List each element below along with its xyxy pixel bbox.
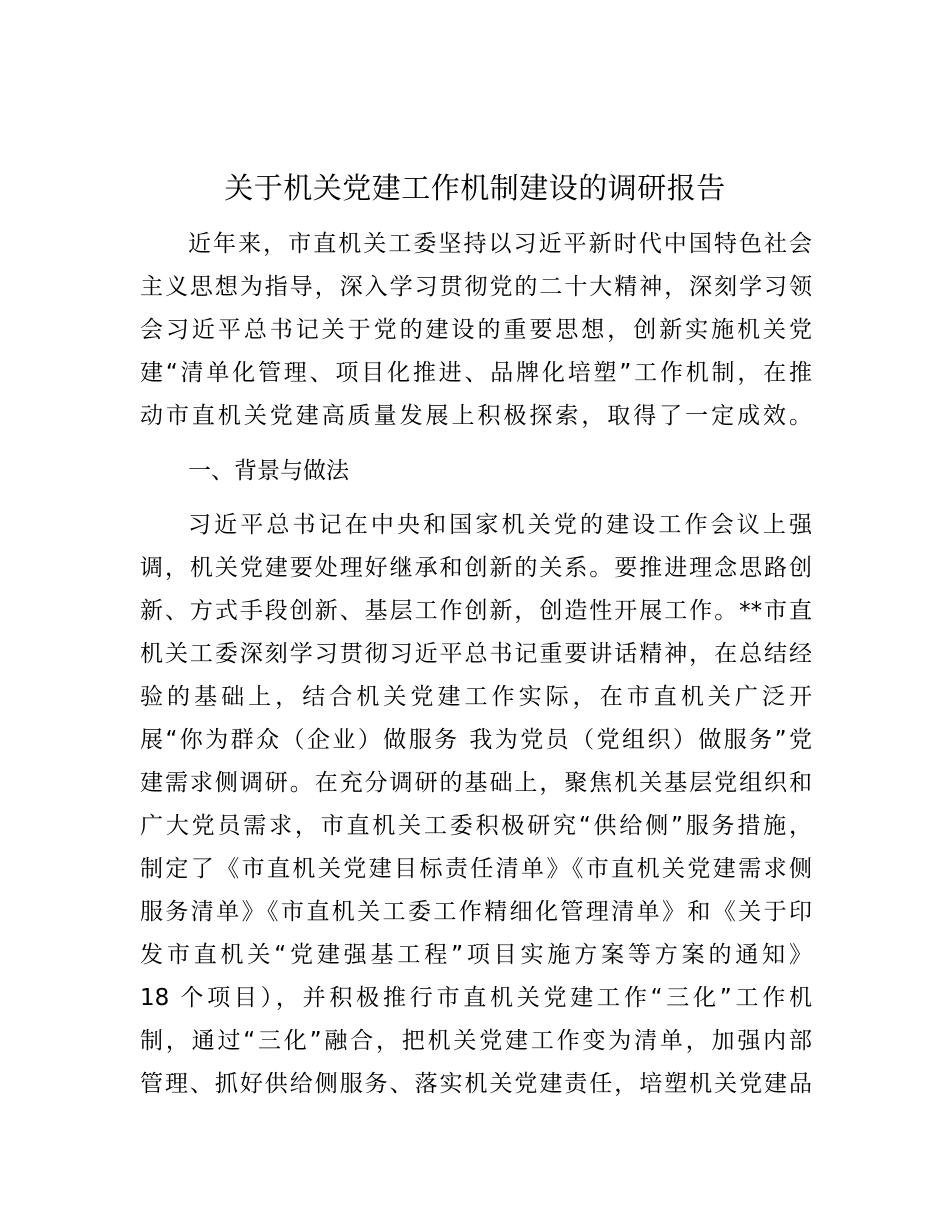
paragraph2-line: 调，机关党建要处理好继承和创新的关系。要推进理念思路创	[140, 555, 812, 581]
paragraph1-line: 主义思想为指导，深入学习贯彻党的二十大精神，深刻学习领	[140, 274, 812, 300]
paragraph1-line: 近年来，市直机关工委坚持以习近平新时代中国特色社会	[188, 231, 812, 257]
paragraph2-line: 广大党员需求，市直机关工委积极研究“供给侧”服务措施，	[140, 813, 812, 839]
paragraph2-line: 制定了《市直机关党建目标责任清单》《市直机关党建需求侧	[140, 856, 812, 882]
section-heading: 一、背景与做法	[188, 458, 349, 484]
paragraph2-line: 18 个项目），并积极推行市直机关党建工作“三化”工作机	[140, 985, 812, 1011]
paragraph1-line: 动市直机关党建高质量发展上积极探索，取得了一定成效。	[140, 403, 812, 429]
paragraph2-line: 建需求侧调研。在充分调研的基础上，聚焦机关基层党组织和	[140, 770, 812, 796]
paragraph2-line: 制，通过“三化”融合，把机关党建工作变为清单，加强内部	[140, 1028, 812, 1054]
paragraph2-line: 发市直机关“党建强基工程”项目实施方案等方案的通知》	[140, 942, 812, 968]
paragraph1-line: 建“清单化管理、项目化推进、品牌化培塑”工作机制，在推	[140, 360, 812, 386]
paragraph2-line: 验的基础上，结合机关党建工作实际，在市直机关广泛开	[140, 684, 812, 710]
paragraph2-line: 管理、抓好供给侧服务、落实机关党建责任，培塑机关党建品	[140, 1071, 812, 1097]
paragraph2-line: 习近平总书记在中央和国家机关党的建设工作会议上强	[188, 512, 812, 538]
paragraph2-line: 服务清单》《市直机关工委工作精细化管理清单》和《关于印	[140, 899, 812, 925]
document-title: 关于机关党建工作机制建设的调研报告	[224, 171, 726, 205]
paragraph1-line: 会习近平总书记关于党的建设的重要思想，创新实施机关党	[140, 317, 812, 343]
paragraph2-line: 展“你为群众（企业）做服务 我为党员（党组织）做服务”党	[140, 727, 812, 753]
paragraph2-line: 机关工委深刻学习贯彻习近平总书记重要讲话精神，在总结经	[140, 641, 812, 667]
paragraph2-line: 新、方式手段创新、基层工作创新，创造性开展工作。**市直	[140, 598, 812, 624]
